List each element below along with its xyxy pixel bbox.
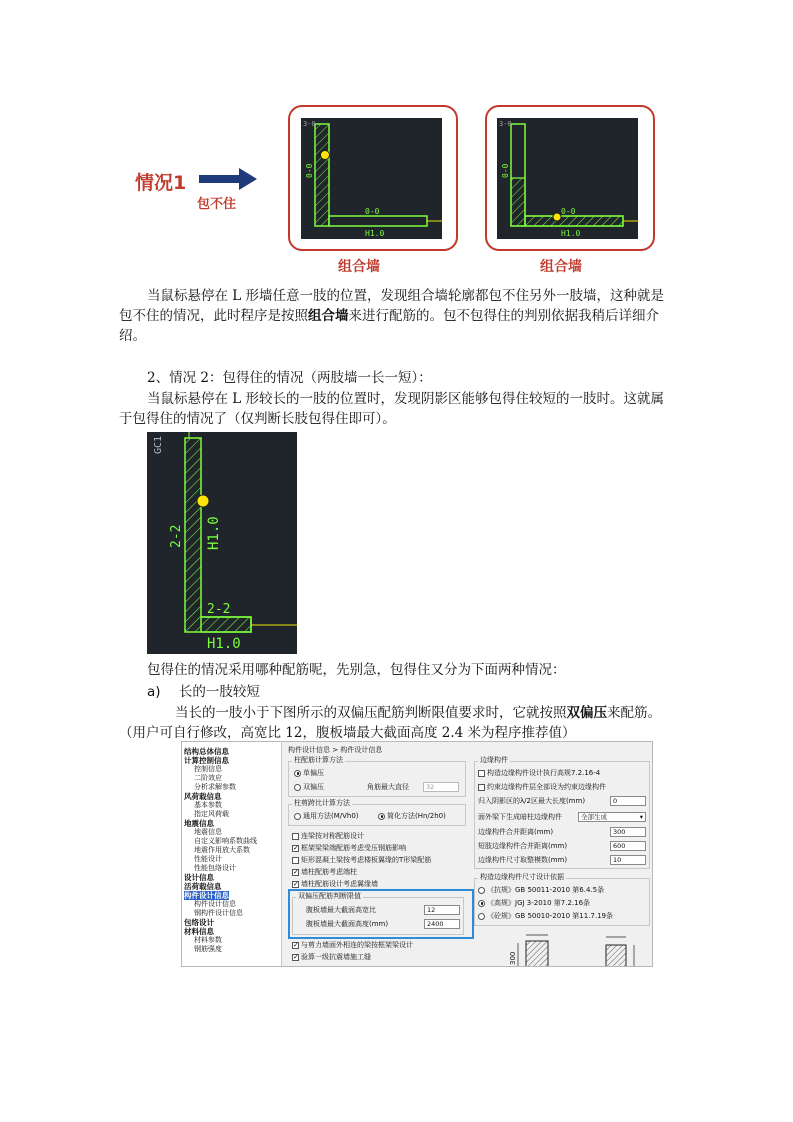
tree-item[interactable]: 计算控制信息 xyxy=(184,756,229,765)
cad2-tag-vert-right: H1.0 xyxy=(206,516,222,550)
cad-view-right xyxy=(497,118,638,239)
radio-general-method[interactable] xyxy=(294,811,359,821)
paragraph-3: 包得住的情况采用哪种配筋呢，先别急，包得住又分为下面两种情况： xyxy=(147,662,566,678)
radio-simplified-method[interactable] xyxy=(378,811,446,821)
tree-item[interactable]: 活荷载信息 xyxy=(184,882,222,891)
paragraph-4-text: 当长的一肢小于下图所示的双偏压配筋判断限值要求时，它就按照 xyxy=(175,705,567,721)
checkbox[interactable] xyxy=(292,942,299,949)
case-1-label: 情况1 xyxy=(135,172,187,194)
check-coupling-beam[interactable] xyxy=(292,831,364,841)
column-method-title: 柱配筋计算方法 xyxy=(294,756,343,764)
cad2-tag-wall: H1.0 xyxy=(207,636,241,652)
select-value: 全部生成 xyxy=(581,813,607,821)
checkbox-label: 与剪力墙面外相连的梁按框架梁设计 xyxy=(301,941,413,949)
tree-item[interactable]: 结构总体信息 xyxy=(184,747,229,756)
biaxial-limit-title: 双偏压配筋判断限值 xyxy=(298,892,361,900)
heading-case-2: 2、情况 2：包得住的情况（两肢墙一长一短）： xyxy=(147,370,432,386)
radio-biaxial[interactable] xyxy=(294,782,324,792)
checkbox-label: 墙柱配筋考虑端柱 xyxy=(301,868,357,876)
tree-item[interactable]: 自定义影响系数曲线 xyxy=(194,837,257,845)
paragraph-2: 当鼠标悬停在 L 形较长的一肢的位置时，发现阴影区能够包得住较短的一肢时。这就属于包得住的情况了（仅判断长肢包得住即可）。 xyxy=(119,391,665,427)
tree-item[interactable]: 风荷载信息 xyxy=(184,792,222,801)
cad-left-tag-top: 3-0 xyxy=(303,120,316,128)
biaxial-height-input[interactable]: 2400 xyxy=(424,919,460,929)
checkbox[interactable] xyxy=(292,833,299,840)
paragraph-1-bold: 组合墙 xyxy=(308,308,349,324)
radio-basis-tonggui[interactable] xyxy=(478,911,613,921)
paragraph-4 xyxy=(119,703,679,743)
cad2-tag-top: GC1 xyxy=(153,435,164,454)
tree-item[interactable]: 控制信息 xyxy=(194,765,222,773)
cad-right-tag-vert: 0-0 xyxy=(501,163,510,178)
radio-dot[interactable] xyxy=(378,813,385,820)
highlight-box xyxy=(288,889,474,939)
tree-item[interactable]: 地震信息 xyxy=(184,819,214,828)
checkbox-label: 验算一级抗震墙施工缝 xyxy=(301,953,371,961)
tree-item[interactable]: 指定风荷载 xyxy=(194,810,229,818)
edge-field-input[interactable]: 0 xyxy=(610,796,646,806)
edge-field-input[interactable]: 600 xyxy=(610,841,646,851)
edge-field-select[interactable] xyxy=(578,812,646,822)
biaxial-ratio-label: 腹板墙最大截面高宽比 xyxy=(306,906,376,914)
checkbox-label: 框架梁梁端配筋考虑受压钢筋影响 xyxy=(301,844,406,852)
radio-single-axis[interactable] xyxy=(294,768,324,778)
list-item-a xyxy=(147,682,447,702)
tree-item[interactable]: 包络设计 xyxy=(184,918,214,927)
check-t-beam[interactable] xyxy=(292,855,431,865)
radio-dot[interactable] xyxy=(294,784,301,791)
tree-item-selected[interactable]: 构件设计信息 xyxy=(184,891,229,900)
cad2-tag-horiz: 2-2 xyxy=(207,602,231,617)
diagram-dimension: 300 xyxy=(509,951,517,965)
radio-dot[interactable] xyxy=(294,813,301,820)
check-construction-joint[interactable] xyxy=(292,952,371,962)
corner-bar-input[interactable]: 32 xyxy=(423,782,459,792)
edge-field-label: 边缘构件合并距离(mm) xyxy=(478,828,554,836)
tree-item[interactable]: 地震信息 xyxy=(194,828,222,836)
radio-label: 通用方法(M/Vh0) xyxy=(303,812,359,820)
case-1-sublabel: 包不住 xyxy=(197,197,237,212)
radio-dot[interactable] xyxy=(478,887,485,894)
paragraph-4-bold: 双偏压 xyxy=(566,705,607,721)
cad-right-tag-horiz: 0-0 xyxy=(561,207,576,216)
caption-left: 组合墙 xyxy=(338,259,380,275)
radio-label: 双偏压 xyxy=(303,783,324,791)
radio-basis-gaogui[interactable] xyxy=(478,898,590,908)
radio-label: 简化方法(Hn/2h0) xyxy=(387,812,446,820)
checkbox-label: 墙柱配筋设计考虑翼缘墙 xyxy=(301,880,378,888)
cad-left-tag-horiz: 0-0 xyxy=(365,207,380,216)
basis-title: 构造边缘构件尺寸设计依据 xyxy=(480,873,564,881)
tree-item[interactable]: 基本参数 xyxy=(194,801,222,809)
tree-item[interactable]: 设计信息 xyxy=(184,873,214,882)
radio-label: 单偏压 xyxy=(303,769,324,777)
tree-item[interactable]: 材料参数 xyxy=(194,936,222,944)
corner-bar-label: 角筋最大直径 xyxy=(367,783,409,791)
cad-left-tag-vert: 0-0 xyxy=(305,163,314,178)
tree-item[interactable]: 分析求解参数 xyxy=(194,783,236,791)
radio-basis-kangui[interactable] xyxy=(478,885,604,895)
tree-item[interactable]: 材料信息 xyxy=(184,927,214,936)
tree-item[interactable]: 钢构件设计信息 xyxy=(194,909,243,917)
edge-member-diagram xyxy=(478,931,650,967)
right-arrow-icon xyxy=(199,167,259,191)
settings-tree xyxy=(182,742,282,967)
breadcrumb: 构件设计信息 > 构件设计信息 xyxy=(288,746,383,754)
edge-field-label: 归入阴影区的λ/2区最大长度(mm) xyxy=(478,797,586,805)
checkbox[interactable] xyxy=(292,881,299,888)
radio-dot[interactable] xyxy=(478,913,485,920)
cad-view-case-2 xyxy=(147,432,297,654)
chevron-down-icon: ▾ xyxy=(639,813,643,821)
check-frame-beam[interactable] xyxy=(292,843,406,853)
edge-field-label: 边缘构件尺寸取整模数(mm) xyxy=(478,856,568,864)
edge-field-input[interactable]: 10 xyxy=(610,855,646,865)
paragraph-1-text: 当鼠标悬停在 L 形墙任意一肢的位置，发现组合墙轮廓都包不住另外一肢墙，这种就是包不住的情况，此时程序是按照 xyxy=(119,288,665,324)
checkbox[interactable] xyxy=(478,784,485,791)
list-text: 长的一肢较短 xyxy=(178,684,260,700)
cad-right-tag-wall: H1.0 xyxy=(561,229,581,238)
checkbox-label: 连梁按对称配筋设计 xyxy=(301,832,364,840)
radio-label: 《高规》JGJ 3-2010 第7.2.16条 xyxy=(487,899,591,907)
check-outofplane-beam[interactable] xyxy=(292,940,413,950)
tree-item[interactable]: 钢筋强度 xyxy=(194,945,222,953)
edge-field-label: 面外梁下生成暗柱边缘构件 xyxy=(478,813,562,821)
radio-dot[interactable] xyxy=(294,770,301,777)
tree-item[interactable]: 性能设计 xyxy=(194,855,222,863)
tree-item[interactable]: 性能包络设计 xyxy=(194,864,236,872)
paragraph-1 xyxy=(119,286,674,346)
paragraph-1-text-end: 来进行配筋的。包不包得住的判别依据我稍后详细介绍。 xyxy=(119,308,659,344)
checkbox[interactable] xyxy=(478,770,485,777)
biaxial-ratio-input[interactable]: 12 xyxy=(424,905,460,915)
edge-member-title: 边缘构件 xyxy=(480,756,508,764)
checkbox-label: 约束边缘构件层全部设为约束边缘构件 xyxy=(487,783,606,791)
checkbox[interactable] xyxy=(292,954,299,961)
cad-left-tag-wall: H1.0 xyxy=(365,229,385,238)
tree-item[interactable]: 构件设计信息 xyxy=(194,900,236,908)
radio-label: 《抗规》GB 50011-2010 第6.4.5条 xyxy=(487,886,605,894)
edge-field-label: 短肢边缘构件合并距离(mm) xyxy=(478,842,568,850)
cad-right-tag-top: 3-0 xyxy=(499,120,512,128)
biaxial-height-label: 腹板墙最大截面高度(mm) xyxy=(306,920,389,928)
checkbox[interactable] xyxy=(292,857,299,864)
check-edge-7-2-16[interactable] xyxy=(478,768,600,778)
tree-item[interactable]: 地震作用放大系数 xyxy=(194,846,250,854)
radio-label: 《砼规》GB 50010-2010 第11.7.19条 xyxy=(487,912,614,920)
cad-view-left xyxy=(301,118,442,239)
caption-right: 组合墙 xyxy=(540,259,582,275)
shear-method-title: 柱剪跨比计算方法 xyxy=(294,799,350,807)
check-edge-all-restrained[interactable] xyxy=(478,782,606,792)
tree-item[interactable]: 二阶效应 xyxy=(194,774,222,782)
list-marker: a) xyxy=(147,684,161,700)
edge-field-input[interactable]: 300 xyxy=(610,827,646,837)
cad2-tag-vert-left: 2-2 xyxy=(169,524,184,548)
checkbox[interactable] xyxy=(292,869,299,876)
check-flange-wall[interactable] xyxy=(292,879,378,889)
paragraph-4-text-end: 来配筋。（用户可自行修改，高宽比 12，腹板墙最大截面高度 2.4 米为程序推荐值） xyxy=(119,705,661,741)
checkbox-label: 构造边缘构件设计执行高规7.2.16-4 xyxy=(487,769,601,777)
checkbox-label: 矩形混凝土梁按考虑楼板翼缘的T形梁配筋 xyxy=(301,856,432,864)
check-end-column[interactable] xyxy=(292,867,357,877)
settings-dialog xyxy=(181,741,653,967)
radio-dot[interactable] xyxy=(478,900,485,907)
checkbox[interactable] xyxy=(292,845,299,852)
